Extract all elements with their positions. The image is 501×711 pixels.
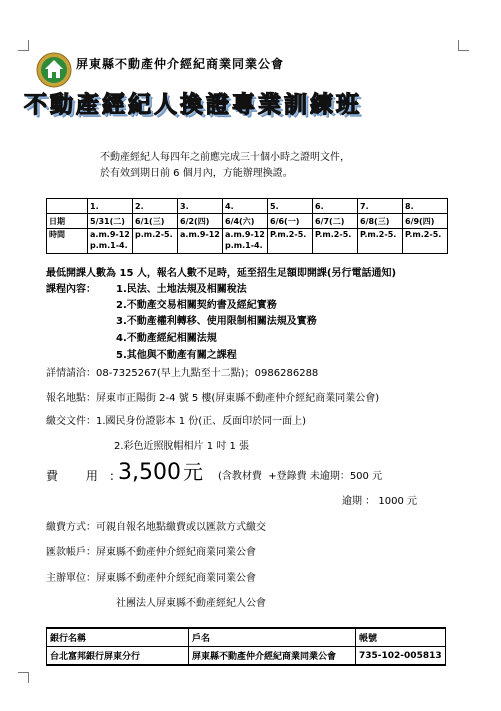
time-cell: [223, 229, 268, 254]
date-cell: 6/2(四): [178, 214, 223, 229]
date-cell: 6/4(六): [223, 214, 268, 229]
time-cell: [178, 229, 223, 254]
schedule-time-row: [47, 229, 448, 254]
time-line: p.m.1-4.: [225, 241, 263, 250]
course-item: 3.不動產權利轉移、使用限制相關法規及實務: [116, 316, 317, 327]
time-cell: [403, 229, 448, 254]
time-line: P.m.2-5.: [270, 230, 307, 239]
time-cell: [313, 229, 358, 254]
course-item: 4.不動產經紀相關法規: [116, 333, 217, 344]
schedule-col-header: 1.: [88, 199, 133, 214]
course-item: 2.不動產交易相關契約書及經紀實務: [116, 300, 277, 311]
fee-unit: 元: [182, 460, 203, 484]
association-name: 屏東縣不動產仲介經紀商業同業公會: [76, 57, 285, 71]
page-title: 不動產經紀人換證專業訓練班: [24, 91, 362, 118]
account-name-cell: 屏東縣不動產仲介經紀商業同業公會: [189, 647, 356, 666]
intro-text: [100, 150, 350, 182]
bank-header-cell: 戶名: [189, 628, 356, 647]
crop-mark-bottom-left: [18, 672, 29, 683]
schedule-table: [46, 198, 448, 254]
bank-header-cell: 銀行名稱: [47, 628, 189, 647]
time-cell: [133, 229, 178, 254]
documents-line: [46, 412, 306, 427]
schedule-col-header: 8.: [403, 199, 448, 214]
schedule-corner-cell: [47, 199, 88, 214]
date-label: 日期: [47, 214, 88, 229]
time-line: a.m.9-12: [90, 230, 130, 239]
fee-amount-line: [118, 456, 203, 485]
registration-label: 報名地點：: [46, 393, 96, 404]
time-line: p.m.1-4.: [90, 241, 128, 250]
time-label: 時間: [47, 229, 88, 254]
fee-includes: (含教材費: [218, 471, 262, 482]
crop-mark-top-right: [458, 40, 469, 51]
date-cell: 6/1(三): [133, 214, 178, 229]
fee-note: [218, 467, 382, 482]
date-cell: 5/31(二): [88, 214, 133, 229]
schedule-header-row: [47, 199, 448, 214]
time-line: P.m.2-5.: [405, 230, 442, 239]
contact-phone: 08-7325267(早上九點至十二點)；0986286288: [96, 368, 319, 379]
payment-method: 繳費方式：可親自報名地點繳費或以匯款方式繳交: [46, 522, 266, 533]
time-line: P.m.2-5.: [315, 230, 352, 239]
bank-header-row: [47, 628, 446, 647]
date-cell: 6/9(四): [403, 214, 448, 229]
date-cell: 6/8(三): [358, 214, 403, 229]
schedule-col-header: 7.: [358, 199, 403, 214]
schedule-col-header: 3.: [178, 199, 223, 214]
time-cell: [358, 229, 403, 254]
documents-label: 繳交文件：: [46, 416, 96, 427]
intro-line-1: 不動產經紀人每四年之前應完成三十個小時之證明文件，: [100, 152, 350, 163]
schedule-date-row: [47, 214, 448, 229]
fee-amount: 3,500: [118, 460, 181, 485]
time-line: a.m.9-12: [180, 230, 220, 239]
registration-address: 屏東市正陽街 2-4 號 5 樓(屏東縣不動產仲介經紀商業同業公會): [96, 393, 380, 404]
contact-label: 詳情請洽：: [46, 368, 96, 379]
time-line: P.m.2-5.: [360, 230, 397, 239]
course-item: 5.其他與不動產有關之課程: [116, 350, 237, 361]
schedule-col-header: 5.: [268, 199, 313, 214]
schedule-col-header: 6.: [313, 199, 358, 214]
course-label: 課程內容：: [46, 284, 96, 295]
time-cell: [268, 229, 313, 254]
association-logo-icon: [36, 52, 72, 88]
course-item: 1.民法、土地法規及相關稅法: [116, 284, 247, 295]
remit-account: 匯款帳戶：屏東縣不動產仲介經紀商業同業公會: [46, 547, 256, 558]
enrollment-note: 最低開課人數為 15 人，報名人數不足時，延至招生足額即開課(另行電話通知): [46, 268, 397, 279]
documents-item-2: 2.彩色近照脫帽相片 1 吋 1 張: [114, 441, 249, 452]
co-organizer: 社團法人屏東縣不動產經紀人公會: [116, 598, 266, 609]
time-cell: [88, 229, 133, 254]
schedule-col-header: 4.: [223, 199, 268, 214]
date-cell: 6/7(二): [313, 214, 358, 229]
date-cell: 6/6(一): [268, 214, 313, 229]
fee-registration: +登錄費 未逾期：500 元: [268, 471, 383, 482]
fee-label: 費 用:: [46, 469, 126, 483]
documents-item-1: 1.國民身份證影本 1 份(正、反面印於同一面上): [96, 416, 307, 427]
bank-table: [46, 627, 446, 666]
bank-name-cell: 台北富邦銀行屏東分行: [47, 647, 189, 666]
contact-line: [46, 364, 318, 379]
fee-overdue: 逾期 ： 1000 元: [342, 496, 417, 507]
crop-mark-top-left: [18, 40, 29, 51]
time-line: p.m.2-5.: [135, 230, 173, 239]
account-number-cell: 735-102-005813: [356, 647, 446, 666]
bank-data-row: [47, 647, 446, 666]
organizer: 主辦單位：屏東縣不動產仲介經紀商業同業公會: [46, 573, 256, 584]
intro-line-2: 於有效到期日前 6 個月內，方能辦理換證。: [100, 168, 293, 179]
registration-line: [46, 389, 379, 404]
bank-header-cell: 帳號: [356, 628, 446, 647]
schedule-col-header: 2.: [133, 199, 178, 214]
time-line: a.m.9-12: [225, 230, 265, 239]
